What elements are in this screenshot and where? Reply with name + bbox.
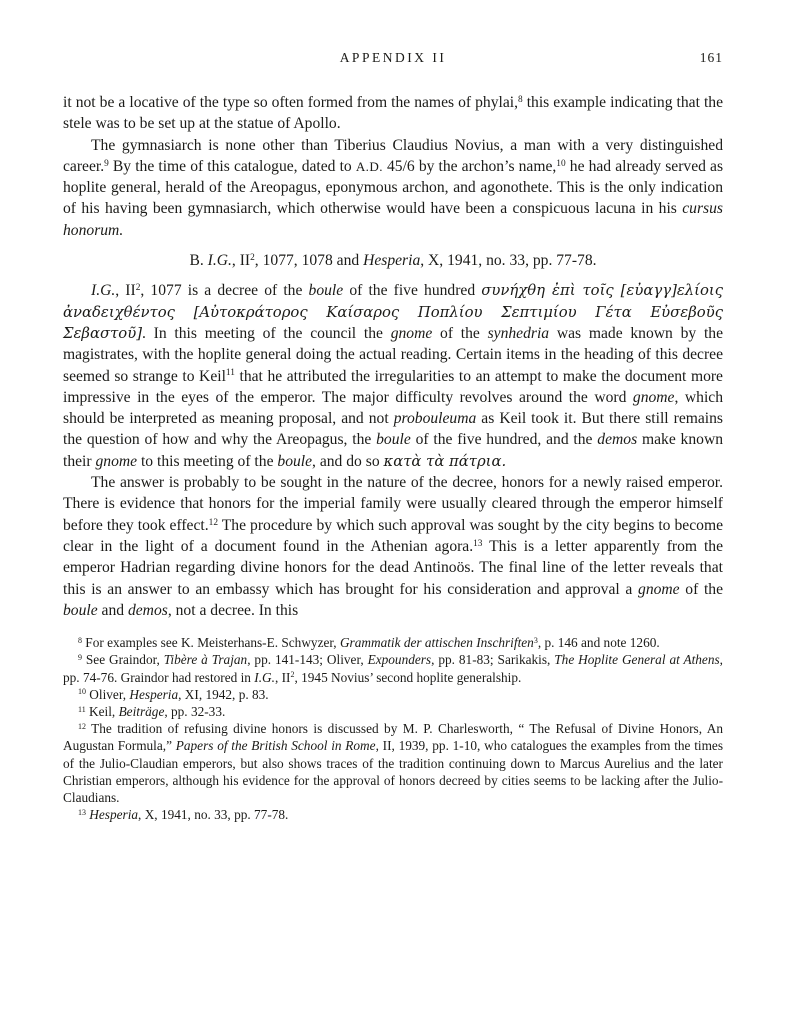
- footnote-12: [63, 720, 723, 806]
- italic-text: boule: [277, 452, 313, 470]
- text-run: The answer is probably to be sought in the nature of the decree, honors for a newly raised emperor. There is evidence that honors for the imperial family were usually cleared through the emperor himself before they took effect.: [63, 474, 723, 534]
- text-run: to this meeting of the: [137, 452, 278, 470]
- text-run: , pp. 81-83; Sarikakis,: [431, 652, 555, 668]
- text-run: , pp. 32-33.: [164, 703, 226, 719]
- text-run: , 1077 is a decree of the: [140, 282, 309, 300]
- text-run: that he attributed the irregularities to an attempt to make the document more impressive in the eyes of the emperor. The major difficulty revolves around the word: [63, 367, 723, 406]
- italic-text: Expounders: [367, 652, 432, 668]
- text-run: Oliver,: [85, 686, 130, 702]
- footnote-9: [63, 651, 723, 685]
- text-run: , 1945 Novius’ second hoplite generalship.: [294, 669, 522, 685]
- text-run: , II: [231, 252, 251, 270]
- text-run: , which should be interpreted as meaning proposal, and not: [63, 388, 723, 428]
- italic-text: Papers of the British School in Rome: [175, 738, 376, 754]
- italic-text: Tibère à Trajan: [163, 652, 248, 668]
- footnote-marker: 2: [250, 252, 255, 263]
- footnote-marker: 11: [225, 368, 235, 379]
- italic-text: cursus honorum.: [63, 200, 723, 239]
- italic-text: Hesperia: [129, 686, 179, 702]
- footnote-marker: 12: [208, 517, 218, 528]
- footnote-13: [63, 806, 723, 823]
- italic-text: Hesperia: [363, 252, 421, 270]
- running-title: APPENDIX II: [339, 50, 447, 65]
- italic-text: The Hoplite General at Athens: [554, 652, 720, 668]
- paragraph-phylai-continuation: [63, 92, 723, 135]
- text-run: of the: [432, 324, 488, 342]
- greek-text: συνήχθη ἐπὶ τοῖς [εὐαγγ]ελίοις ἀναδειχθέντος [Αὐτοκράτορος Καίσαρος Ποπλίου Σεπτιμίου Γέτα Εὐσεβοῦς Σεβαστοῦ]: [63, 282, 724, 342]
- text-run: , p. 146 and note 1260.: [537, 635, 660, 651]
- text-run: . In this meeting of the council the: [142, 324, 391, 342]
- text-run: , pp. 74-76. Graindor had restored in: [63, 652, 723, 685]
- footnote-marker: 9: [78, 652, 82, 662]
- italic-text: I.G.: [254, 669, 275, 685]
- text-run: The gymnasiarch is none other than Tiberius Claudius Novius, a man with a very distinguished career.: [63, 136, 723, 175]
- italic-text: I.G.: [207, 252, 232, 270]
- text-run: , II: [274, 669, 291, 685]
- text-run: , not a decree. In this: [167, 601, 299, 619]
- text-run: he had already served as hoplite general, herald of the Areopagus, eponymous archon, and agonothete. This is the only indication of his having been gymnasiarch, which otherwise would have been a conspicuous lacuna in his: [63, 157, 724, 218]
- italic-text: probouleuma: [393, 410, 477, 428]
- text-run: For examples see K. Meisterhans-E. Schwyzer,: [81, 635, 340, 651]
- text-run: Keil,: [85, 703, 119, 719]
- italic-text: synhedria: [487, 324, 550, 342]
- footnote-marker: 11: [78, 704, 86, 714]
- italic-text: boule: [308, 282, 344, 300]
- footnote-10: [63, 686, 723, 703]
- text-run: , 1077, 1078 and: [254, 252, 364, 270]
- text-run: it not be a locative of the type so often formed from the names of phylai,: [63, 94, 518, 111]
- footnote-marker: 12: [78, 721, 86, 731]
- text-run: was made known by the magistrates, with the hoplite general doing the actual reading. Certain items in the heading of this decree seemed so strange to Keil: [63, 324, 723, 385]
- main-text: [63, 92, 723, 621]
- page-header: [63, 50, 723, 68]
- text-run: See Graindor,: [81, 652, 164, 668]
- footnote-marker: 13: [473, 538, 483, 549]
- page-number: 161: [699, 50, 723, 65]
- text-run: The procedure by which such approval was sought by the city begins to become clear in the light of a document found in the Athenian agora.: [63, 516, 723, 555]
- italic-text: demos: [127, 601, 168, 619]
- italic-text: Hesperia: [89, 807, 139, 823]
- footnote-marker: 9: [104, 158, 109, 169]
- text-run: , II: [115, 282, 136, 300]
- text-run: as Keil took it. But there still remains the question of how and why the Areopagus, the: [63, 410, 723, 449]
- footnote-marker: 3: [533, 635, 538, 645]
- footnote-marker: 8: [78, 635, 82, 645]
- text-run: This is a letter apparently from the emperor Hadrian regarding divine honors for the dead Antinoös. The final line of the letter reveals that this is an answer to an embassy which has brought for his consideration and approval a: [63, 537, 723, 598]
- text-run: of the five hundred: [343, 282, 482, 300]
- section-b-heading: [63, 250, 723, 271]
- text-run: , X, 1941, no. 33, pp. 77-78.: [138, 807, 289, 823]
- text-run: , X, 1941, no. 33, pp. 77-78.: [420, 252, 597, 270]
- text-run: By the time of this catalogue, dated to: [108, 157, 356, 175]
- italic-text: Grammatik der attischen Inschriften: [339, 635, 534, 651]
- text-run: , II, 1939, pp. 1-10, who catalogues the examples from the times of the Julio-Claudian emperors, but also shows traces of the tradition continuing down to Marcus Aurelius and the later Christian emperors, although his evidence for the approval of honors decreed by cities seems to be lacking after the Julio-Claudians.: [63, 738, 723, 805]
- footnote-marker: 13: [78, 807, 86, 817]
- footnote-11: [63, 703, 723, 720]
- text-run: , and do so: [312, 452, 384, 470]
- text-run: make known their: [63, 431, 723, 470]
- text-run: , XI, 1942, p. 83.: [178, 686, 269, 702]
- text-run: this example indicating that the stele was to be set up at the statue of Apollo.: [63, 94, 724, 133]
- text-run: B.: [189, 252, 208, 270]
- footnote-8: [63, 634, 723, 651]
- italic-text: gnome: [95, 452, 138, 470]
- italic-text: demos: [597, 431, 638, 449]
- italic-text: gnome: [638, 580, 680, 598]
- text-run: , pp. 141-143; Oliver,: [247, 652, 368, 668]
- footnote-marker: 2: [135, 283, 141, 294]
- footnotes-block: [63, 634, 723, 823]
- italic-text: boule: [63, 601, 98, 619]
- italic-text: Beiträge: [118, 703, 165, 719]
- footnote-marker: 8: [518, 94, 523, 105]
- text-run: 45/6 by the archon’s name,: [382, 157, 557, 175]
- smallcaps-text: A.D.: [355, 158, 383, 174]
- paragraph-decree: [63, 280, 723, 472]
- footnote-marker: 10: [78, 687, 86, 697]
- footnote-marker: 10: [556, 158, 566, 169]
- italic-text: gnome: [390, 324, 433, 342]
- italic-text: gnome: [632, 388, 675, 406]
- greek-text: κατὰ τὰ πάτρια.: [383, 452, 507, 470]
- text-run: and: [97, 601, 128, 619]
- text-run: of the: [679, 580, 723, 598]
- footnote-marker: 2: [290, 670, 295, 680]
- italic-text: I.G.: [91, 282, 116, 300]
- text-run: The tradition of refusing divine honors is discussed by M. P. Charlesworth, “ The Refusal of Divine Honors, An Augustan Formula,”: [63, 721, 723, 754]
- italic-text: boule: [376, 431, 411, 449]
- text-run: of the five hundred, and the: [410, 431, 598, 449]
- paragraph-gymnasiarch: [63, 135, 723, 241]
- paragraph-answer: [63, 472, 723, 621]
